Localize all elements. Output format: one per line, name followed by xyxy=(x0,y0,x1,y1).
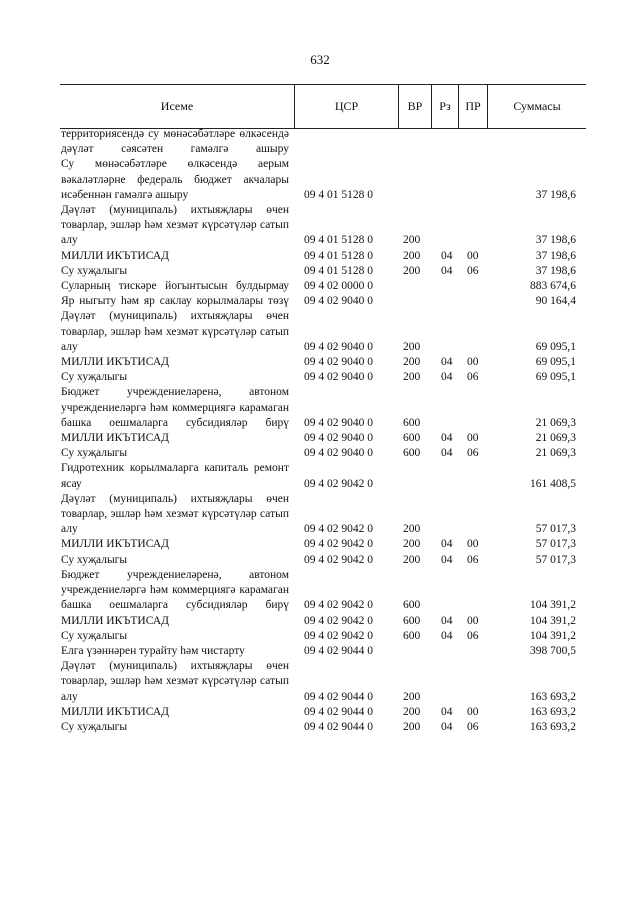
row-vr: 200 xyxy=(403,356,421,369)
header-csr: ЦСР xyxy=(294,85,398,128)
table-body xyxy=(60,127,586,735)
row-csr: 09 4 02 9042 0 xyxy=(304,629,373,642)
row-sum: 90 164,4 xyxy=(535,295,576,308)
row-sum: 398 700,5 xyxy=(530,644,576,657)
row-rz: 04 xyxy=(441,538,453,551)
row-csr: 09 4 02 9042 0 xyxy=(304,614,373,627)
row-rz: 04 xyxy=(441,629,453,642)
table-row xyxy=(60,279,586,294)
row-sum: 104 391,2 xyxy=(530,599,576,612)
row-vr: 600 xyxy=(403,629,421,642)
row-csr: 09 4 02 9040 0 xyxy=(304,340,373,353)
row-vr: 200 xyxy=(403,340,421,353)
row-sum: 37 198,6 xyxy=(535,264,576,277)
row-csr: 09 4 01 5128 0 xyxy=(304,234,373,247)
row-csr: 09 4 02 9042 0 xyxy=(304,523,373,536)
row-csr: 09 4 02 9040 0 xyxy=(304,356,373,369)
row-rz: 04 xyxy=(441,614,453,627)
row-name: Бюджет учреждениеләренә, автоном учреждениеләргә һәм коммерциягә карамаган башка оешмаларга субсидияләр бирү xyxy=(61,568,289,612)
row-sum: 104 391,2 xyxy=(530,629,576,642)
row-rz: 04 xyxy=(441,264,453,277)
table-row xyxy=(60,568,586,614)
table-row xyxy=(60,249,586,264)
row-vr: 200 xyxy=(403,264,421,277)
row-sum: 57 017,3 xyxy=(535,553,576,566)
table-row xyxy=(60,309,586,355)
row-sum: 161 408,5 xyxy=(530,477,576,490)
row-vr: 200 xyxy=(403,705,421,718)
table-row xyxy=(60,385,586,431)
row-pr: 06 xyxy=(467,371,479,384)
row-vr: 200 xyxy=(403,371,421,384)
row-rz: 04 xyxy=(441,371,453,384)
table-row xyxy=(60,720,586,735)
row-name: МИЛЛИ ИКЪТИСАД xyxy=(61,705,169,718)
table-row xyxy=(60,644,586,659)
row-sum: 37 198,6 xyxy=(535,234,576,247)
row-name: Су хуҗалыгы xyxy=(61,629,128,642)
row-csr: 09 4 02 9044 0 xyxy=(304,644,373,657)
row-name: Дәүләт (муниципаль) ихтыяҗлары өчен товарлар, эшләр һәм хезмәт күрсәтүләр сатып алу xyxy=(61,310,289,353)
table-row xyxy=(60,127,586,157)
row-sum: 57 017,3 xyxy=(535,523,576,536)
table-row xyxy=(60,431,586,446)
row-sum: 57 017,3 xyxy=(535,538,576,551)
table-row xyxy=(60,294,586,309)
row-vr: 200 xyxy=(403,690,421,703)
row-rz: 04 xyxy=(441,447,453,460)
row-csr: 09 4 02 9044 0 xyxy=(304,690,373,703)
row-sum: 21 069,3 xyxy=(535,416,576,429)
row-pr: 06 xyxy=(467,720,479,733)
row-csr: 09 4 02 9044 0 xyxy=(304,705,373,718)
row-pr: 00 xyxy=(467,538,479,551)
row-vr: 600 xyxy=(403,416,421,429)
row-sum: 37 198,6 xyxy=(535,249,576,262)
row-csr: 09 4 01 5128 0 xyxy=(304,264,373,277)
table-row xyxy=(60,370,586,385)
row-vr: 200 xyxy=(403,538,421,551)
row-vr: 200 xyxy=(403,523,421,536)
row-name: Дәүләт (муниципаль) ихтыяҗлары өчен товарлар, эшләр һәм хезмәт күрсәтүләр сатып алу xyxy=(61,492,289,536)
row-csr: 09 4 01 5128 0 xyxy=(304,249,373,262)
row-rz: 04 xyxy=(441,720,453,733)
row-vr: 600 xyxy=(403,614,421,627)
row-vr: 600 xyxy=(403,599,421,612)
header-vr: ВР xyxy=(398,85,431,128)
row-csr: 09 4 02 9040 0 xyxy=(304,295,373,308)
header-sum: Суммасы xyxy=(487,85,586,128)
row-sum: 104 391,2 xyxy=(530,614,576,627)
header-pr: ПР xyxy=(458,85,487,128)
row-sum: 21 069,3 xyxy=(535,447,576,460)
row-sum: 163 693,2 xyxy=(530,705,576,718)
row-vr: 200 xyxy=(403,234,421,247)
table-header xyxy=(60,84,586,129)
row-name: Елга үзәннәрен турайту һәм чистарту xyxy=(61,644,245,657)
row-pr: 00 xyxy=(467,705,479,718)
row-csr: 09 4 01 5128 0 xyxy=(304,188,373,201)
row-name: Су хуҗалыгы xyxy=(61,720,128,733)
table-row xyxy=(60,705,586,720)
row-pr: 06 xyxy=(467,447,479,460)
row-rz: 04 xyxy=(441,432,453,445)
row-name: МИЛЛИ ИКЪТИСАД xyxy=(61,356,169,369)
row-csr: 09 4 02 0000 0 xyxy=(304,280,373,293)
row-csr: 09 4 02 9040 0 xyxy=(304,416,373,429)
row-rz: 04 xyxy=(441,553,453,566)
row-vr: 200 xyxy=(403,249,421,262)
row-name: МИЛЛИ ИКЪТИСАД xyxy=(61,614,169,627)
row-csr: 09 4 02 9040 0 xyxy=(304,432,373,445)
row-pr: 06 xyxy=(467,629,479,642)
row-pr: 06 xyxy=(467,264,479,277)
table-row xyxy=(60,264,586,279)
row-vr: 600 xyxy=(403,432,421,445)
row-csr: 09 4 02 9042 0 xyxy=(304,599,373,612)
table-row xyxy=(60,203,586,249)
row-name: МИЛЛИ ИКЪТИСАД xyxy=(61,249,169,262)
row-name: Су хуҗалыгы xyxy=(61,447,128,460)
header-name: Исеме xyxy=(160,99,194,113)
row-rz: 04 xyxy=(441,356,453,369)
table-row xyxy=(60,659,586,705)
row-rz: 04 xyxy=(441,705,453,718)
row-name: Су хуҗалыгы xyxy=(61,371,128,384)
header-rz: Рз xyxy=(431,85,458,128)
table-row xyxy=(60,629,586,644)
row-name: Яр ныгыту һәм яр саклау корылмалары төзү xyxy=(61,295,289,308)
row-pr: 00 xyxy=(467,249,479,262)
row-vr: 200 xyxy=(403,720,421,733)
row-sum: 69 095,1 xyxy=(535,340,576,353)
row-pr: 06 xyxy=(467,553,479,566)
table-row xyxy=(60,537,586,552)
row-name: Су мөнәсәбәтләре өлкәсендә аерым вәкаләтләрне федераль бюджет акчалары исәбеннән гамәлгә ашыру xyxy=(61,158,289,201)
row-sum: 883 674,6 xyxy=(530,280,576,293)
table-row xyxy=(60,157,586,203)
row-name: территориясендә су мөнәсәбәтләре өлкәсендә дәүләт сәясәтен гамәлгә ашыру xyxy=(61,128,289,156)
row-sum: 69 095,1 xyxy=(535,371,576,384)
row-name: Дәүләт (муниципаль) ихтыяҗлары өчен товарлар, эшләр һәм хезмәт күрсәтүләр сатып алу xyxy=(61,660,289,703)
row-csr: 09 4 02 9042 0 xyxy=(304,477,373,490)
row-name: Су хуҗалыгы xyxy=(61,264,128,277)
row-pr: 00 xyxy=(467,356,479,369)
row-name: Су хуҗалыгы xyxy=(61,553,128,566)
table-row xyxy=(60,446,586,461)
row-csr: 09 4 02 9042 0 xyxy=(304,553,373,566)
row-rz: 04 xyxy=(441,249,453,262)
table-row xyxy=(60,492,586,538)
row-pr: 00 xyxy=(467,614,479,627)
row-name: МИЛЛИ ИКЪТИСАД xyxy=(61,538,169,551)
row-sum: 163 693,2 xyxy=(530,720,576,733)
table-row xyxy=(60,614,586,629)
row-csr: 09 4 02 9044 0 xyxy=(304,720,373,733)
row-name: Гидротехник корылмаларга капиталь ремонт ясау xyxy=(61,462,289,490)
table-row xyxy=(60,461,586,491)
table-row xyxy=(60,355,586,370)
row-pr: 00 xyxy=(467,432,479,445)
page-number: 632 xyxy=(310,52,330,67)
row-csr: 09 4 02 9040 0 xyxy=(304,447,373,460)
row-vr: 600 xyxy=(403,447,421,460)
row-sum: 37 198,6 xyxy=(535,188,576,201)
row-name: МИЛЛИ ИКЪТИСАД xyxy=(61,432,169,445)
row-csr: 09 4 02 9042 0 xyxy=(304,538,373,551)
row-name: Бюджет учреждениеләренә, автоном учреждениеләргә һәм коммерциягә карамаган башка оешмаларга субсидияләр бирү xyxy=(61,386,289,429)
row-sum: 21 069,3 xyxy=(535,432,576,445)
row-name: Дәүләт (муниципаль) ихтыяҗлары өчен товарлар, эшләр һәм хезмәт күрсәтүләр сатып алу xyxy=(61,204,289,247)
row-name: Суларның тискәре йогынтысын булдырмау xyxy=(61,280,289,293)
table-row xyxy=(60,553,586,568)
row-vr: 200 xyxy=(403,553,421,566)
row-sum: 163 693,2 xyxy=(530,690,576,703)
row-sum: 69 095,1 xyxy=(535,356,576,369)
row-csr: 09 4 02 9040 0 xyxy=(304,371,373,384)
